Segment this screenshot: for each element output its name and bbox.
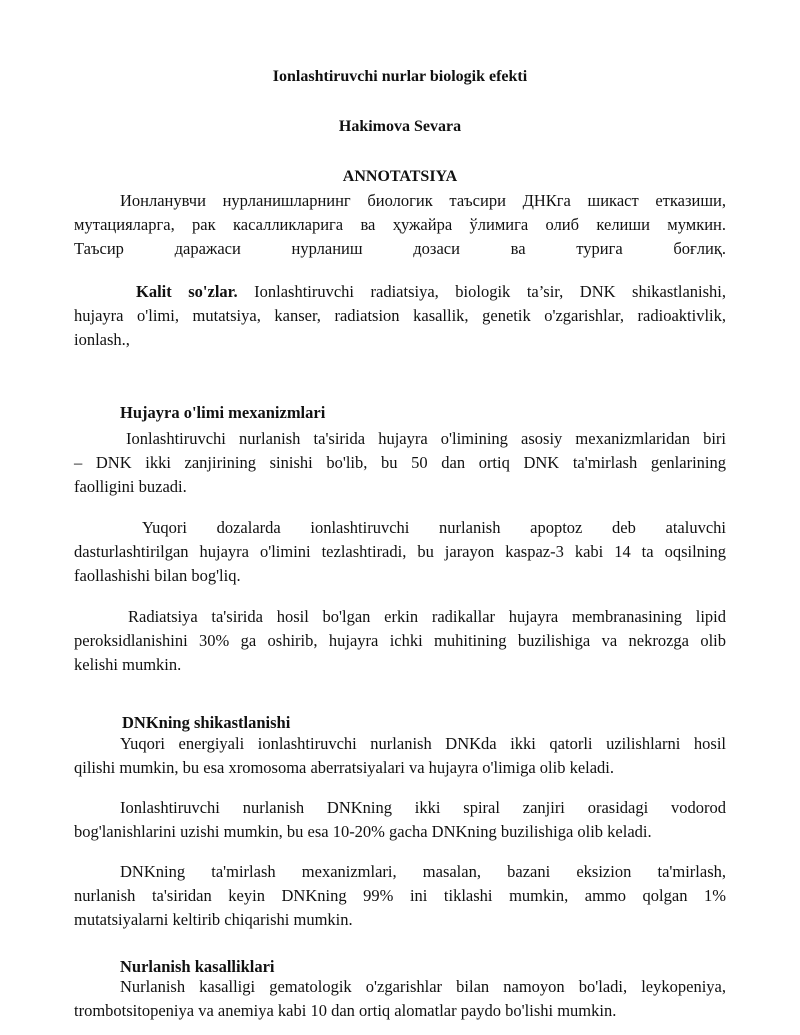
- text-line: dasturlashtirilgan hujayra o'limini tezlashtiradi, bu jarayon kaspaz-3 kabi 14 ta oqsilning: [74, 542, 726, 561]
- section-heading: Nurlanish kasalliklari: [120, 957, 275, 976]
- text-line: ionlash.,: [74, 330, 130, 349]
- text-line: kelishi mumkin.: [74, 655, 182, 674]
- text-line: qilishi mumkin, bu esa xromosoma aberratsiyalari va hujayra o'limiga olib keladi.: [74, 758, 615, 777]
- text-line: mutatsiyalarni keltirib chiqarishi mumkin.: [74, 910, 353, 929]
- text-line: – DNK ikki zanjirining sinishi bo'lib, bu 50 dan ortiq DNK ta'mirlash genlarining: [74, 453, 726, 472]
- text-line: faollashishi bilan bog'liq.: [74, 566, 241, 585]
- text-line: trombotsitopeniya va anemiya kabi 10 dan ortiq alomatlar paydo bo'lishi mumkin.: [74, 1001, 617, 1020]
- text-line: bog'lanishlarini uzishi mumkin, bu esa 10-20% gacha DNKning buzilishiga olib keladi.: [74, 822, 652, 841]
- text-line: peroksidlanishini 30% ga oshirib, hujayra ichki muhitining buzilishiga va nekrozga olib: [74, 631, 726, 650]
- body-paragraph: [74, 427, 726, 499]
- body-paragraph: [74, 732, 726, 780]
- body-paragraph: [74, 860, 726, 932]
- keywords-label: Kalit so'zlar.: [136, 282, 238, 301]
- text-line: Yuqori energiyali ionlashtiruvchi nurlanish DNKda ikki qatorli uzilishlarni hosil: [120, 734, 726, 753]
- section-heading: Hujayra o'limi mexanizmlari: [120, 403, 326, 422]
- text-line: Yuqori dozalarda ionlashtiruvchi nurlanish apoptoz deb ataluvchi: [142, 518, 726, 537]
- text-line: DNKning ta'mirlash mexanizmlari, masalan, bazani eksizion ta'mirlash,: [120, 862, 726, 881]
- text-line: Nurlanish kasalligi gematologik o'zgarishlar bilan namoyon bo'ladi, leykopeniya,: [120, 977, 726, 996]
- keywords-paragraph: [74, 280, 726, 352]
- text-line: nurlanish ta'siridan keyin DNKning 99% ini tiklashi mumkin, ammo qolgan 1%: [74, 886, 726, 905]
- annotation-paragraph: [74, 189, 726, 261]
- text-line: Ионланувчи нурланишларнинг биологик таъсири ДНКга шикаст етказиши,: [120, 191, 726, 210]
- text-line: Ionlashtiruvchi nurlanish DNKning ikki spiral zanjiri orasidagi vodorod: [120, 798, 726, 817]
- text-line: hujayra o'limi, mutatsiya, kanser, radiatsion kasallik, genetik o'zgarishlar, radioaktivlik,: [74, 306, 726, 325]
- body-paragraph: [74, 975, 726, 1023]
- text-line: Таъсир даражаси нурланиш дозаси ва турига боғлиқ.: [74, 239, 726, 258]
- text-line: faolligini buzadi.: [74, 477, 187, 496]
- body-paragraph: [74, 516, 726, 588]
- keywords-text: Ionlashtiruvchi radiatsiya, biologik ta’sir, DNK shikastlanishi,: [254, 282, 726, 301]
- text-line: мутацияларга, рак касалликларига ва ҳужайра ўлимига олиб келиши мумкин.: [74, 215, 726, 234]
- section-heading: DNKning shikastlanishi: [122, 713, 291, 732]
- body-paragraph: [74, 796, 726, 844]
- author-name: Hakimova Sevara: [338, 118, 462, 135]
- annotation-heading: ANNOTATSIYA: [342, 168, 458, 185]
- body-paragraph: [74, 605, 726, 677]
- text-line: [74, 280, 726, 304]
- paper-title: Ionlashtiruvchi nurlar biologik efekti: [272, 68, 528, 85]
- text-line: Radiatsiya ta'sirida hosil bo'lgan erkin radikallar hujayra membranasining lipid: [128, 607, 726, 626]
- text-line: Ionlashtiruvchi nurlanish ta'sirida hujayra o'limining asosiy mexanizmlaridan biri: [126, 429, 726, 448]
